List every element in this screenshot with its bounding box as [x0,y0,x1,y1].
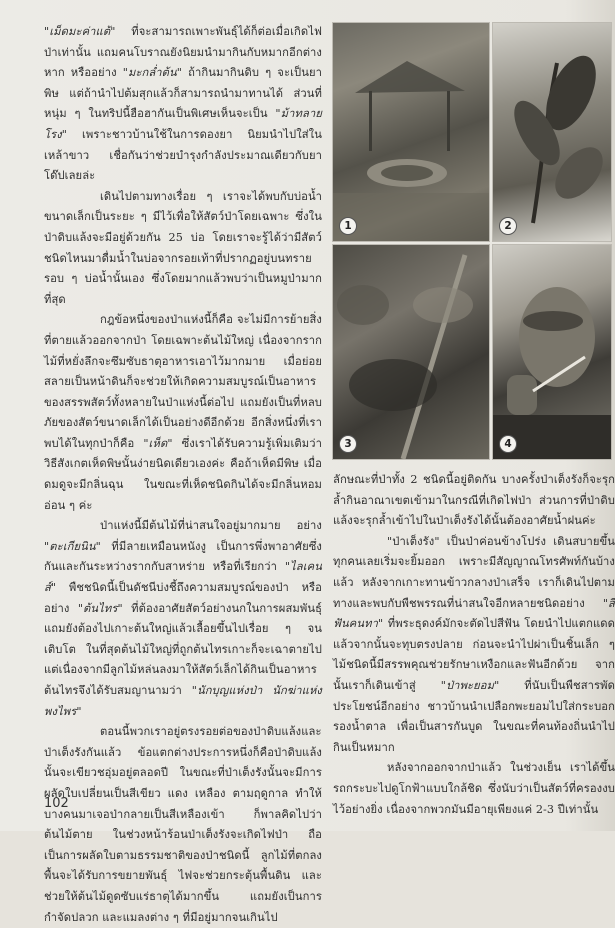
photo-plant-leaves [492,22,612,242]
photo-number-badge: 3 [339,435,357,453]
body-text: ซึ่งเราได้รับความรู้เพิ่มเติมว่า วิธีสังเกตเห็ดพิษนั้นง่ายนิดเดียวเองค่ะ คือถ้าเห็ดมีพิษ เมื่อดมดูจะมีกลิ่นฉุน ในขณะที่เห็ดชนิดกินได้จะมีกลิ่นหอมอ่อน ๆ ค่ะ [44,436,322,512]
paragraph [333,470,615,532]
photo-3-scene [333,245,489,459]
photo-number-badge: 1 [339,217,357,235]
body-text: ที่มีลายเหมือนหนังงู เป็นการพึ่งพาอาศัยซึ่งกันและกันระหว่างรากกับสาหร่าย หรือที่เรียกว่า [44,539,322,574]
highlighted-term: "ตะเกียนิน" [44,539,101,553]
body-text: พืชชนิดนี้เป็นดัชนีบ่งชี้ถึงความสมบูรณ์ของป่า หรืออย่าง [44,581,322,615]
highlighted-term: "ไลเคนส์" [44,560,322,595]
photo-number-badge: 2 [499,217,517,235]
highlighted-term: "เห็ด" [143,436,173,450]
highlighted-term: "สีฟันคนทา" [333,596,615,631]
page-number: 102 [44,796,69,811]
body-text: หลังจากออกจากป่าแล้ว ในช่วงเย็น เราได้ขึ้นรถกระบะไปดูโกฟ้าแบบใกล้ชิด ซึ่งนับว่าเป็นสัตว์ที่ครองงบไว้อย่างยิ่ง เนื่องจากพวกมันมีอายุเพียงแค่ 2-3 ปีเท่านั้น [333,761,615,816]
body-text: ที่พระธุดงค์มักจะตัดไปสีฟัน โดยนำไปแตกแดดแล้วจากนั้นจะทุบตรงปลาย ก่อนจะนำไปผ่าเป็นชิ้นเล็ก ๆ ไม้ชนิดนี้มีสรรพคุณช่วยรักษาเหงือกและฟันอีกด้วย จากนั้นเราก็เดินเข้าสู่ [333,617,615,692]
photo-2-scene [493,23,611,241]
highlighted-term: "ป่าพะยอม" [440,678,500,692]
highlighted-term: "มะกล่ำต้น" [122,66,183,80]
photo-villager-portrait [492,244,612,460]
body-text: เดินไปตามทางเรื่อย ๆ เราจะได้พบกับบ่อน้ำขนาดเล็กเป็นระยะ ๆ มีไว้เพื่อให้สัตว์ป่าโดยเฉพาะ ซึ่งในป่าดิบแล้งจะมีอยู่ด้วยกัน 25 บ่อ โดยเราจะรู้ได้ว่ามีสัตว์ชนิดไหนมาดื่มน้ำในบ่อจากรอยเท้าที่ปรากฏอยู่บนทรายรอบ ๆ บ่อน้ำนั้นเอง ซึ่งโดยมากแล้วพบว่าเป็นหมูป่ามากที่สุด [44,189,322,306]
highlighted-term: "เม็ดมะค่าแต้" [44,25,116,38]
body-text: ที่ต้องอาศัยสัตว์อย่างนกในการผสมพันธุ์ แถมยังต้องไปเกาะต้นใหญ่แล้วเลื้อยขึ้นไปเรื่อย ๆ จนเติบโต ในที่สุดต้นไม้ใหญ่ที่ถูกต้นไทรเกาะก็จะเฉาตายไป แต่เนื่องจากมีลูกไม้หล่นลงมาให้สัตว์เล็กได้กินเป็นอาหาร ต้นไทรจึงได้รับสมญานามว่า [44,601,322,697]
body-text: เพราะชาวบ้านใช้ในการดองยา นิยมนำไปใส่ในเหล้าขาว เชื่อกันว่าช่วยบำรุงกำลังประมาณเดียวกับยาโด๊ปเลยล่ะ [44,127,322,183]
body-text: ที่นับเป็นพืชสารพัดประโยชน์อีกอย่าง ชาวบ้านนำเปลือกพะยอมไปใส่กระบอกรองน้ำตาล เพื่อเป็นสารกันบูด ในขณะที่คนท้องถิ่นนำไปกินเป็นหมาก [333,678,615,754]
body-text: กฎข้อหนึ่งของป่าแห่งนี้ก็คือ จะไม่มีการย้ายสิ่งที่ตายแล้วออกจากป่า โดยเฉพาะต้นไม้ใหญ่ เนื่องจากรากไม้ที่หยั่งลึกจะซึมซับธาตุอาหารเอาไว้มากมาย เมื่อย่อยสลายเป็นหน้าดินก็จะช่วยให้เกิดความสมบูรณ์เป็นอาหารของสรรพสัตว์ทั้งหลายในป่าแห่งนี้ต่อไป แถมยังเป็นที่หลบภัยของสัตว์ขนาดเล็กได้เป็นอย่างดีอีกด้วย อีกสิ่งหนึ่งที่เราพบได้ในทุกป่าก็คือ [44,313,322,450]
paragraph [44,310,322,516]
paragraph [44,516,322,722]
photo-1-scene [333,23,489,241]
highlighted-term: "ต้นไทร" [77,601,123,615]
body-text: ลักษณะที่ป่าทั้ง 2 ชนิดนี้อยู่ติดกัน บางครั้งป่าเต็งรังก็จะรุกล้ำกินอาณาเขตเข้ามาในกรณีที่เกิดไฟป่า ส่วนการที่ป่าดิบแล้งจะรุกล้ำเข้าไปในป่าเต็งรังได้นั้นต้องอาศัยน้ำฝนค่ะ [333,473,615,528]
body-text: ที่จะสามารถเพาะพันธุ์ได้ก็ต่อเมื่อเกิดไฟป่าเท่านั้น แถมคนโบราณยังนิยมนำมากินกับหมากอีกต่างหาก หรืออย่าง [44,25,322,80]
body-text: ถ้ากินมากินดิบ ๆ จะเป็นยาพิษ แต่ถ้านำไปต้มสุกแล้วก็สามารถนำมาทานได้ ส่วนที่หนุ่ม ๆ ในทริปนี้ฮือฮากันเป็นพิเศษเห็นจะเป็น [44,66,322,121]
article-left-column [44,22,322,928]
paragraph [333,758,615,820]
photo-salt-lick-shelter [332,22,490,242]
paragraph [333,532,615,759]
paragraph [44,22,322,187]
article-right-column [333,470,615,820]
highlighted-term: "นักบุญแห่งป่า นักฆ่าแห่งพงไพร" [44,684,322,718]
body-text: ตอนนี้พวกเราอยู่ตรงรอยต่อของป่าดิบแล้งและป่าเต็งรังกันแล้ว ข้อแตกต่างประการหนึ่งก็คือป่าดิบแล้งนั้นจะเขียวชอุ่มอยู่ตลอดปี ในขณะที่ป่าเต็งรังนั้นจะมีการผลัดใบเปลี่ยนเป็นสีเขียว แดง เหลือง ตามฤดูกาล ทำให้บางคนมาเจอป่ากลายเป็นสีเหลืองเข้า ก็พาลคิดไปว่าต้นไม้ตาย ในช่วงหน้าร้อนป่าเต็งรังจะเกิดไฟป่า ถือเป็นการผลัดใบตามธรรมชาติของป่าชนิดนี้ ลูกไม้ที่ตกลงพื้นจะได้รับการขยายพันธุ์ ไฟจะช่วยกระตุ้นพื้นดิน และช่วยให้ต้นไม้ดูดซับแร่ธาตุได้มากขึ้น แถมยังเป็นการกำจัดปลวก และแมลงต่าง ๆ ที่มีอยู่มากจนเกินไป [44,725,322,924]
photo-4-scene [493,245,611,459]
photo-number-badge: 4 [499,435,517,453]
paragraph [44,187,322,311]
paragraph [44,722,322,928]
highlighted-term: "ม้าทลายโรง" [44,107,322,141]
body-text: "ป่าเต็งรัง" เป็นป่าค่อนข้างโปร่ง เดินสบายขึ้นทุกคนเลยเริ่มจะยิ้มออก เพราะมีสัญญาณโทรศัพท์กันบ้างแล้ว หลังจากเกาะทานข้าวกลางป่าเสร็จ เราก็เดินไปตามทางและพบกับพืชพรรณที่น่าสนใจอีกหลายชนิดอย่าง [333,534,615,610]
body-text: ป่าแห่งนี้มีต้นไม้ที่น่าสนใจอยู่มากมาย อย่าง [100,519,322,533]
photo-forest-floor [332,244,490,460]
